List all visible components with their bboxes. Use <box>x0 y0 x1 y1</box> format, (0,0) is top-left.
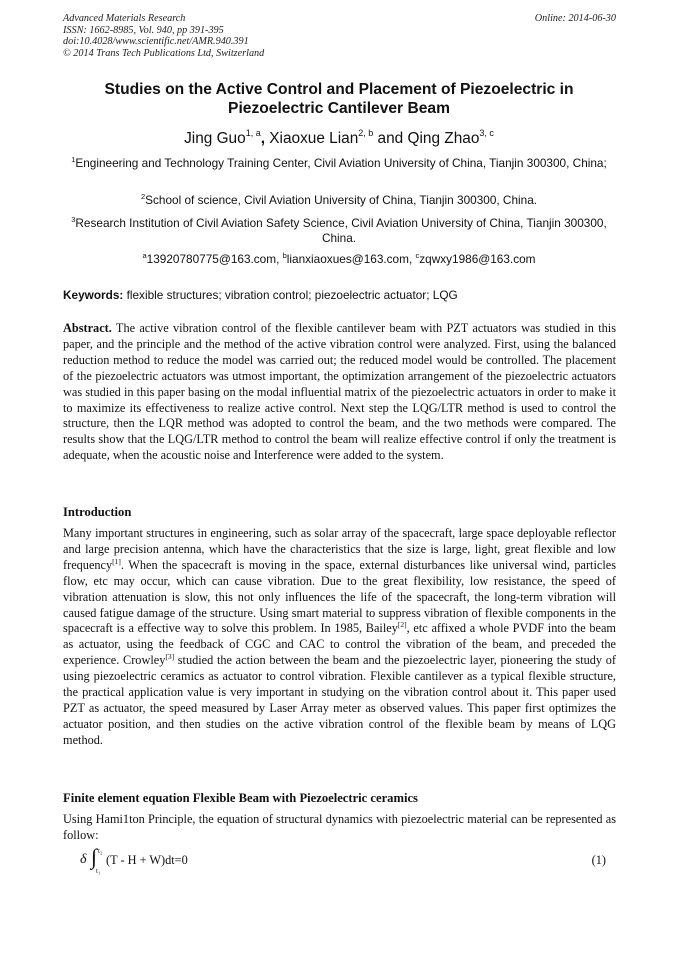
intro-text: Many important structures in engineering, such as solar array of the spacecraft, large space deployable reflector and large precision antenna, which have the characteristics that the size is large, light, great flexible and low frequency <box>63 526 616 572</box>
email-address: 13920780775@163.com, <box>146 252 283 266</box>
issn-line: ISSN: 1662-8985, Vol. 940, pp 391-395 <box>63 24 224 36</box>
intro-text: , etc affixed a whole PVDF into the beam as actuator, using the feedback of CGC and CAC to control the vibration of the beam, and preceded the experience. Crowley <box>63 621 616 668</box>
abstract-text: The active vibration control of the flexible cantilever beam with PZT actuators was studied in this paper, and the principle and the method of the active vibration control were analyzed. First, using the balanced reduction method to reduce the model was carried out; the reduced model would be controlled. The placement of the piezoelectric actuators was utmost important, the optimization arrangement of the piezoelectric actuators was studied in this paper basing on the modal influential matrix of the piezoelectric actuators in order to make it to maximize its effectiveness to realize active control. Next step the LQG/LTR method is used to control the structure, then the LQR method was adopted to control the beam, and the two methods were compared. The results show that the LQG/LTR method to control the beam will realize effective control if only the treatment is adequate, when the acoustic noise and Interference were added to the system. <box>63 321 616 463</box>
equation-body: (T - H + W)dt=0 <box>106 853 188 867</box>
affiliation-text: Engineering and Technology Training Center, Civil Aviation University of China, Tianjin 300300, China; <box>75 156 607 170</box>
citation: [1] <box>112 556 121 566</box>
author-separator: , <box>260 130 270 147</box>
body-paragraph: Using Hami1ton Principle, the equation of structural dynamics with piezoelectric material can be represented as follow: <box>63 812 616 842</box>
journal-header <box>63 13 616 59</box>
keywords-text: flexible structures; vibration control; piezoelectric actuator; LQG <box>123 288 458 302</box>
affiliation-marker: 2 <box>140 192 146 201</box>
paper-title <box>60 80 618 118</box>
section-heading: Finite element equation Flexible Beam with Piezoelectric ceramics <box>63 791 418 805</box>
journal-name: Advanced Materials Research <box>63 13 186 24</box>
email-marker: a <box>142 251 147 260</box>
author-name: Xiaoxue Lian <box>269 130 359 147</box>
affiliation <box>60 193 618 208</box>
affiliation-text: Research Institution of Civil Aviation Safety Science, Civil Aviation University of China, Tianjin 300300, China. <box>75 216 607 245</box>
equation <box>63 844 616 879</box>
online-date: Online: 2014-06-30 <box>534 13 616 24</box>
author-name: Qing Zhao <box>407 130 480 147</box>
title-line-1: Studies on the Active Control and Placement of Piezoelectric in <box>104 81 574 98</box>
affiliation-text: School of science, Civil Aviation University of China, Tianjin 300300, China. <box>145 193 538 207</box>
citation: [3] <box>165 652 175 662</box>
email-address: zqwxy1986@163.com <box>419 252 536 266</box>
affiliation <box>60 156 618 171</box>
affiliation-marker: 1 <box>71 155 76 164</box>
copyright-line: © 2014 Trans Tech Publications Ltd, Switzerland <box>63 47 265 59</box>
author-affiliation-marker: 2, b <box>358 128 374 138</box>
integral-lower-limit: t₁ <box>96 867 101 875</box>
email-marker: c <box>415 251 420 260</box>
intro-text: . When the spacecraft is moving in the space, external disturbances like universal wind, particles flow, etc may occur, which can cause vibration. Due to the great flexibility, low resistance, the speed of vibration attenuation is slow, this not only influences the life of the spacecraft, the long-term vibration will caused fatigue damage of the structure. Using smart material to suppress vibration of flexible components in the spacecraft is a effective way to solve this problem. In 1985, Bailey <box>63 557 616 636</box>
doi-line: doi:10.4028/www.scientific.net/AMR.940.391 <box>63 36 249 48</box>
integral-sign: ∫ <box>91 844 98 869</box>
abstract-label: Abstract. <box>63 321 112 335</box>
keywords <box>63 288 616 302</box>
author-name: Jing Guo <box>184 130 246 147</box>
author-separator: and <box>373 130 408 147</box>
intro-text: studied the action between the beam and the piezoelectric layer, pioneering the study of using piezoelectric ceramics as actuator to control vibration. Flexible cantilever as a typical flexible structure, the practical application value is very important in studying on the vibration control about it. This paper used PZT as actuator, the speed measured by Laser Array meter as observed values. This paper first optimizes the actuator position, and then studies on the active vibration control of the flexible beam by means of LQG method. <box>63 653 616 747</box>
equation-delta: δ <box>80 852 87 867</box>
author-affiliation-marker: 1, a <box>245 128 261 138</box>
title-line-2: Piezoelectric Cantilever Beam <box>228 100 450 117</box>
email-marker: b <box>282 251 287 260</box>
author-list <box>60 129 618 149</box>
introduction-paragraph <box>63 526 616 749</box>
email-list <box>60 252 618 267</box>
affiliation <box>60 216 618 245</box>
email-address: lianxiaoxues@163.com, <box>286 252 416 266</box>
abstract <box>63 321 616 464</box>
author-affiliation-marker: 3, c <box>479 128 494 138</box>
section-heading: Introduction <box>63 505 132 519</box>
keywords-label: Keywords: <box>63 288 124 302</box>
equation-number: (1) <box>591 853 606 867</box>
affiliation-marker: 3 <box>71 215 76 224</box>
citation: [2] <box>397 620 407 630</box>
integral-upper-limit: t₂ <box>98 847 103 855</box>
